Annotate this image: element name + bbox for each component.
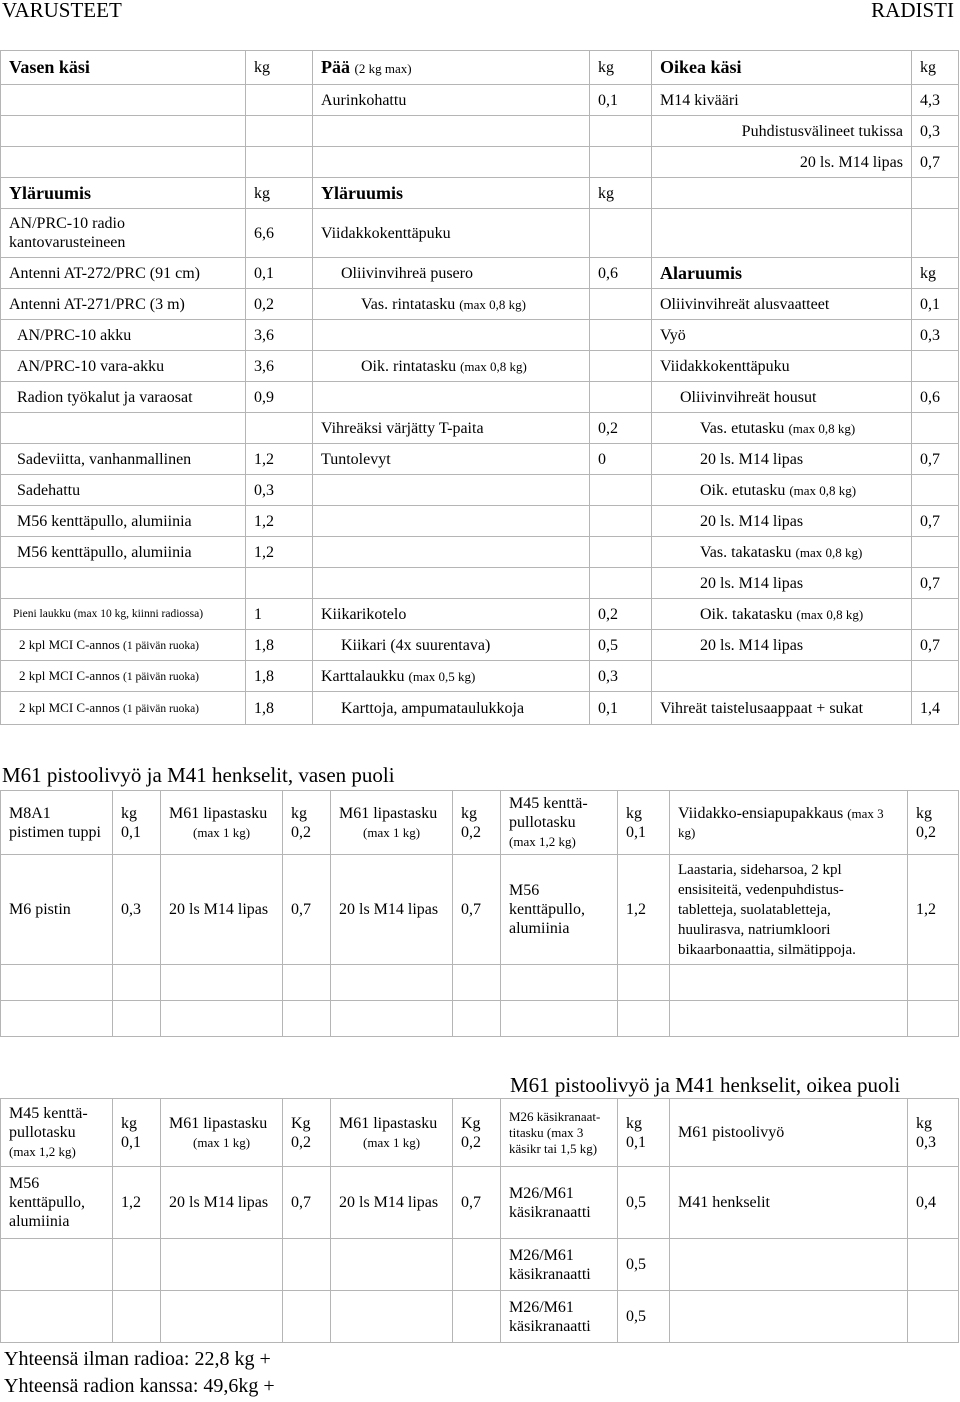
item-name: M61 lipastasku (max 1 kg) — [331, 791, 453, 855]
item-kg: 0,1 — [590, 85, 652, 116]
item-kg: 0,5 — [618, 1167, 670, 1239]
item-name: Kiikarikotelo — [313, 599, 590, 630]
item-kg: 0,5 — [618, 1239, 670, 1291]
item-kg: 1 — [246, 599, 313, 630]
item-kg: 3,6 — [246, 351, 313, 382]
item-name: 2 kpl MCI C-annos (1 päivän ruoka) — [1, 630, 246, 661]
right-hand-title: Oikea käsi — [652, 51, 912, 85]
item-kg: 6,6 — [246, 209, 313, 258]
item-kg: Kg 0,2 — [453, 1099, 501, 1167]
page-title-left: VARUSTEET — [2, 0, 122, 22]
item-name: M41 henkselit — [670, 1167, 908, 1239]
item-name: Pieni laukku (max 10 kg, kiinni radiossa) — [1, 599, 246, 630]
item-name: Sadehattu — [1, 475, 246, 506]
page-title-right: RADISTI — [871, 0, 954, 22]
kg-header: kg — [590, 178, 652, 209]
item-name: M56 kenttäpullo, alumiinia — [1, 1167, 113, 1239]
kg-header: kg — [912, 258, 959, 289]
item-kg: kg 0,1 — [113, 1099, 161, 1167]
item-kg: kg 0,1 — [618, 791, 670, 855]
item-kg: 1,2 — [908, 855, 959, 965]
item-name: Viidakko-ensiapupakkaus (max 3 kg) — [670, 791, 908, 855]
item-kg: 0,3 — [590, 661, 652, 692]
item-name: Oik. takatasku (max 0,8 kg) — [652, 599, 912, 630]
main-equipment-table — [0, 50, 959, 725]
item-name: M56 kenttäpullo, alumiinia — [501, 855, 618, 965]
item-name: Vas. rintatasku (max 0,8 kg) — [313, 289, 590, 320]
item-kg: 0,5 — [590, 630, 652, 661]
item-name: Laastaria, sideharsoa, 2 kpl ensisiteitä, vedenpuhdistus- tabletteja, suolatabletteja, huulirasva, natriumkloori bikaarbonaattia, silmätippoja. — [670, 855, 908, 965]
item-name: M56 kenttäpullo, alumiinia — [1, 506, 246, 537]
item-kg: 0,6 — [590, 258, 652, 289]
item-name: 20 ls. M14 lipas — [652, 630, 912, 661]
item-kg: 0,1 — [912, 289, 959, 320]
item-name: Vas. takatasku (max 0,8 kg) — [652, 537, 912, 568]
item-name: Aurinkohattu — [313, 85, 590, 116]
kg-header: kg — [912, 51, 959, 85]
head-title: Pää (2 kg max) — [313, 51, 590, 85]
kg-header: kg — [590, 51, 652, 85]
item-kg: 0,5 — [618, 1291, 670, 1343]
belt-right-title: M61 pistoolivyö ja M41 henkselit, oikea puoli — [510, 1073, 901, 1097]
item-name: AN/PRC-10 vara-akku — [1, 351, 246, 382]
item-name: 20 ls M14 lipas — [161, 855, 283, 965]
item-kg: 3,6 — [246, 320, 313, 351]
item-name: M6 pistin — [1, 855, 113, 965]
item-kg: 4,3 — [912, 85, 959, 116]
item-kg: kg 0,3 — [908, 1099, 959, 1167]
item-name: Puhdistusvälineet tukissa — [652, 116, 912, 147]
item-kg: 0,6 — [912, 382, 959, 413]
item-name: M26/M61 käsikranaatti — [501, 1167, 618, 1239]
item-kg: 0,3 — [246, 475, 313, 506]
item-name: 2 kpl MCI C-annos (1 päivän ruoka) — [1, 661, 246, 692]
item-kg: 0,7 — [283, 1167, 331, 1239]
item-kg: 0,7 — [912, 147, 959, 178]
item-name: Oik. etutasku (max 0,8 kg) — [652, 475, 912, 506]
item-name: 20 ls. M14 lipas — [652, 444, 912, 475]
item-kg: 0,7 — [453, 855, 501, 965]
left-hand-title: Vasen käsi — [1, 51, 246, 85]
item-kg: 0,7 — [912, 568, 959, 599]
item-name: M26/M61 käsikranaatti — [501, 1291, 618, 1343]
item-kg: 0,7 — [912, 444, 959, 475]
item-name: Oliivinvihreät alusvaatteet — [652, 289, 912, 320]
item-kg: 1,8 — [246, 630, 313, 661]
item-name: 20 ls. M14 lipas — [652, 568, 912, 599]
item-kg: kg 0,1 — [113, 791, 161, 855]
item-kg: 0,3 — [113, 855, 161, 965]
item-kg: 1,2 — [246, 537, 313, 568]
belt-right-table — [0, 1098, 959, 1343]
item-name: Karttalaukku (max 0,5 kg) — [313, 661, 590, 692]
item-kg: 0,1 — [590, 692, 652, 725]
item-name: Antenni AT-272/PRC (91 cm) — [1, 258, 246, 289]
item-name: M61 pistoolivyö — [670, 1099, 908, 1167]
item-name: M61 lipastasku (max 1 kg) — [161, 791, 283, 855]
item-kg: 1,8 — [246, 692, 313, 725]
item-name: Oik. rintatasku (max 0,8 kg) — [313, 351, 590, 382]
item-name: Oliivinvihreä pusero — [313, 258, 590, 289]
item-name: 2 kpl MCI C-annos (1 päivän ruoka) — [1, 692, 246, 725]
item-kg: 0,7 — [912, 630, 959, 661]
item-kg: 0,1 — [246, 258, 313, 289]
item-name: AN/PRC-10 akku — [1, 320, 246, 351]
item-kg: 1,2 — [618, 855, 670, 965]
item-name: M45 kenttä- pullotasku (max 1,2 kg) — [501, 791, 618, 855]
item-name: Karttoja, ampumataulukkoja — [313, 692, 590, 725]
right-lower-title: Alaruumis — [652, 258, 912, 289]
item-name: M45 kenttä- pullotasku (max 1,2 kg) — [1, 1099, 113, 1167]
item-name: M8A1 pistimen tuppi — [1, 791, 113, 855]
item-name: 20 ls M14 lipas — [161, 1167, 283, 1239]
head-upper-title: Yläruumis — [313, 178, 590, 209]
item-kg: kg 0,2 — [283, 791, 331, 855]
item-name: M61 lipastasku (max 1 kg) — [331, 1099, 453, 1167]
item-name: AN/PRC-10 radio kantovarusteineen — [1, 209, 246, 258]
item-kg: 0,3 — [912, 116, 959, 147]
item-name: Radion työkalut ja varaosat — [1, 382, 246, 413]
item-kg: 0,7 — [453, 1167, 501, 1239]
item-kg: 0,9 — [246, 382, 313, 413]
item-kg: 1,4 — [912, 692, 959, 725]
item-name: Vihreäksi värjätty T-paita — [313, 413, 590, 444]
item-kg: kg 0,2 — [908, 791, 959, 855]
item-kg: kg 0,2 — [453, 791, 501, 855]
item-kg: 0,3 — [912, 320, 959, 351]
item-kg: Kg 0,2 — [283, 1099, 331, 1167]
item-name: M61 lipastasku (max 1 kg) — [161, 1099, 283, 1167]
item-name: Vas. etutasku (max 0,8 kg) — [652, 413, 912, 444]
item-kg: 0,2 — [246, 289, 313, 320]
belt-left-table — [0, 790, 959, 1037]
item-kg: kg 0,1 — [618, 1099, 670, 1167]
item-name: Tuntolevyt — [313, 444, 590, 475]
item-name: Vihreät taistelusaappaat + sukat — [652, 692, 912, 725]
total-without-radio: Yhteensä ilman radioa: 22,8 kg + — [4, 1348, 271, 1370]
kg-header: kg — [246, 178, 313, 209]
item-kg: 1,2 — [246, 444, 313, 475]
item-kg: 0,7 — [912, 506, 959, 537]
item-kg: 0,2 — [590, 413, 652, 444]
item-kg: 1,2 — [246, 506, 313, 537]
item-name: M26 käsikranaat- titasku (max 3 käsikr tai 1,5 kg) — [501, 1099, 618, 1167]
item-kg: 0,7 — [283, 855, 331, 965]
item-name: Oliivinvihreät housut — [652, 382, 912, 413]
left-upper-title: Yläruumis — [1, 178, 246, 209]
item-kg: 0 — [590, 444, 652, 475]
belt-left-title: M61 pistoolivyö ja M41 henkselit, vasen puoli — [2, 763, 395, 787]
item-name: 20 ls. M14 lipas — [652, 506, 912, 537]
item-name: M26/M61 käsikranaatti — [501, 1239, 618, 1291]
item-name: Vyö — [652, 320, 912, 351]
item-name: 20 ls M14 lipas — [331, 1167, 453, 1239]
item-name: M14 kivääri — [652, 85, 912, 116]
item-name: M56 kenttäpullo, alumiinia — [1, 537, 246, 568]
item-name: Kiikari (4x suurentava) — [313, 630, 590, 661]
item-kg: 1,8 — [246, 661, 313, 692]
item-name: Antenni AT-271/PRC (3 m) — [1, 289, 246, 320]
item-name: 20 ls. M14 lipas — [652, 147, 912, 178]
item-name: Viidakkokenttäpuku — [652, 351, 912, 382]
total-with-radio: Yhteensä radion kanssa: 49,6kg + — [4, 1375, 275, 1397]
item-name: Viidakkokenttäpuku — [313, 209, 590, 258]
item-kg: 0,2 — [590, 599, 652, 630]
item-kg: 0,4 — [908, 1167, 959, 1239]
item-name: Sadeviitta, vanhanmallinen — [1, 444, 246, 475]
item-name: 20 ls M14 lipas — [331, 855, 453, 965]
kg-header: kg — [246, 51, 313, 85]
item-kg: 1,2 — [113, 1167, 161, 1239]
